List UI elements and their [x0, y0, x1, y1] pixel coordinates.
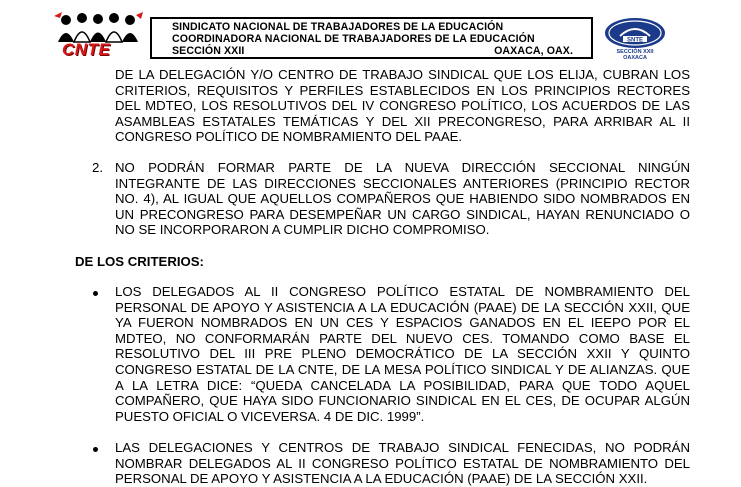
seal-caption-city: OAXACA [623, 55, 647, 61]
text-line: INTEGRANTE DE LAS DIRECCIONES SECCIONALES ANTERIORES (PRINCIPIO RECTOR [115, 175, 690, 191]
text-line: CONGRESO POLÍTICO DE NOMBRAMIENTO DEL PAAE. [115, 129, 463, 145]
text-line: A LA LETRA DICE: “QUEDA CANCELADA LA POSIBILIDAD, PARA QUE TODO AQUEL [115, 377, 690, 393]
text-line: PERSONAL DE APOYO Y ASISTENCIA A LA EDUCACIÓN (PAAE) DE LA SECCIÓN XXII. [115, 471, 648, 487]
bullet-icon [93, 291, 98, 296]
text-line: LOS DELEGADOS AL II CONGRESO POLÍTICO ESTATAL DE NOMBRAMIENTO DEL [115, 284, 690, 299]
text-line: NOMBRAR DELEGADOS AL II CONGRESO POLÍTICO ESTATAL DE NOMBRAMIENTO DEL [115, 455, 690, 471]
header-line-coordinator: COORDINADORA NACIONAL DE TRABAJADORES DE LA EDUCACIÓN [172, 33, 535, 46]
text-line: DEL MDTEO, LOS RESOLUTIVOS DEL IV CONGRESO POLÍTICO, LOS ACUERDOS DE LAS [115, 98, 690, 114]
header-location: OAXACA, OAX. [494, 45, 573, 58]
criteria-heading: DE LOS CRITERIOS: [75, 254, 204, 269]
text-line: MDTEO, NO CONFORMARÁN PARTE DEL NUEVO CES. TOMANDO COMO BASE EL [115, 330, 690, 346]
text-line: CONGRESO ESTATAL DE LA CNTE, DE LA MESA POLÍTICO SINDICAL Y DE ALIANZAS. QUE [115, 361, 690, 377]
header-line-union: SINDICATO NACIONAL DE TRABAJADORES DE LA EDUCACIÓN [172, 21, 504, 33]
list-item-2 [115, 160, 690, 238]
text-line: NO PODRÁN FORMAR PARTE DE LA NUEVA DIRECCIÓN SECCIONAL NINGÚN [115, 160, 690, 175]
text-line: COMPAÑERO, QUE HAYA SIDO FUNCIONARIO SINDICAL EN EL CES, DE OCUPAR ALGÚN [115, 393, 690, 409]
bullet-icon [93, 447, 98, 452]
text-line: DE LA DELEGACIÓN Y/O CENTRO DE TRABAJO SINDICAL QUE LOS ELIJA, CUBRAN LOS [115, 67, 690, 82]
criteria-item-1 [115, 284, 690, 424]
criteria-item-2 [115, 440, 690, 487]
text-line: PUESTO OFICIAL O VICEVERSA. 4 DE DIC. 1999”. [115, 408, 425, 424]
text-line: RESOLUTIVO DEL III PRE PLENO DEMOCRÁTICO DE LA SECCIÓN XXII Y QUINTO [115, 346, 690, 362]
seal-caption-section: SECCIÓN XXII [616, 49, 654, 55]
list-number: 2. [92, 160, 103, 175]
snte-seal-text: SNTE [626, 37, 644, 44]
text-line: UN PRECONGRESO PARA DESEMPEÑAR UN CARGO SINDICAL, HAYAN RENUNCIADO O [115, 206, 690, 222]
cnte-logo-text: CNTE [62, 40, 111, 59]
text-line: NO. 4), AL IGUAL QUE AQUELLOS COMPAÑEROS QUE HABIENDO SIDO NOMBRADOS EN [115, 191, 690, 207]
text-line: NO SE INCORPORARON A CUMPLIR DICHO COMPROMISO. [115, 222, 490, 238]
header-section: SECCIÓN XXII [172, 45, 245, 58]
intro-paragraph [115, 67, 690, 145]
text-line: YA FUERON NOMBRADOS EN UN CES Y ESPACIOS GANADOS EN EL IEEPO POR EL [115, 315, 690, 331]
text-line: ASAMBLEAS ESTATALES TEMÁTICAS Y DEL XII PRECONGRESO, PARA ARRIBAR AL II [115, 113, 690, 129]
text-line: LAS DELEGACIONES Y CENTROS DE TRABAJO SINDICAL FENECIDAS, NO PODRÁN [115, 440, 690, 455]
text-line: PERSONAL DE APOYO Y ASISTENCIA A LA EDUCACIÓN (PAAE) DE LA SECCIÓN XXII, QUE [115, 299, 690, 315]
text-line: CRITERIOS, REQUISITOS Y PERFILES ESTABLECIDOS EN LOS PRINCIPIOS RECTORES [115, 82, 690, 98]
